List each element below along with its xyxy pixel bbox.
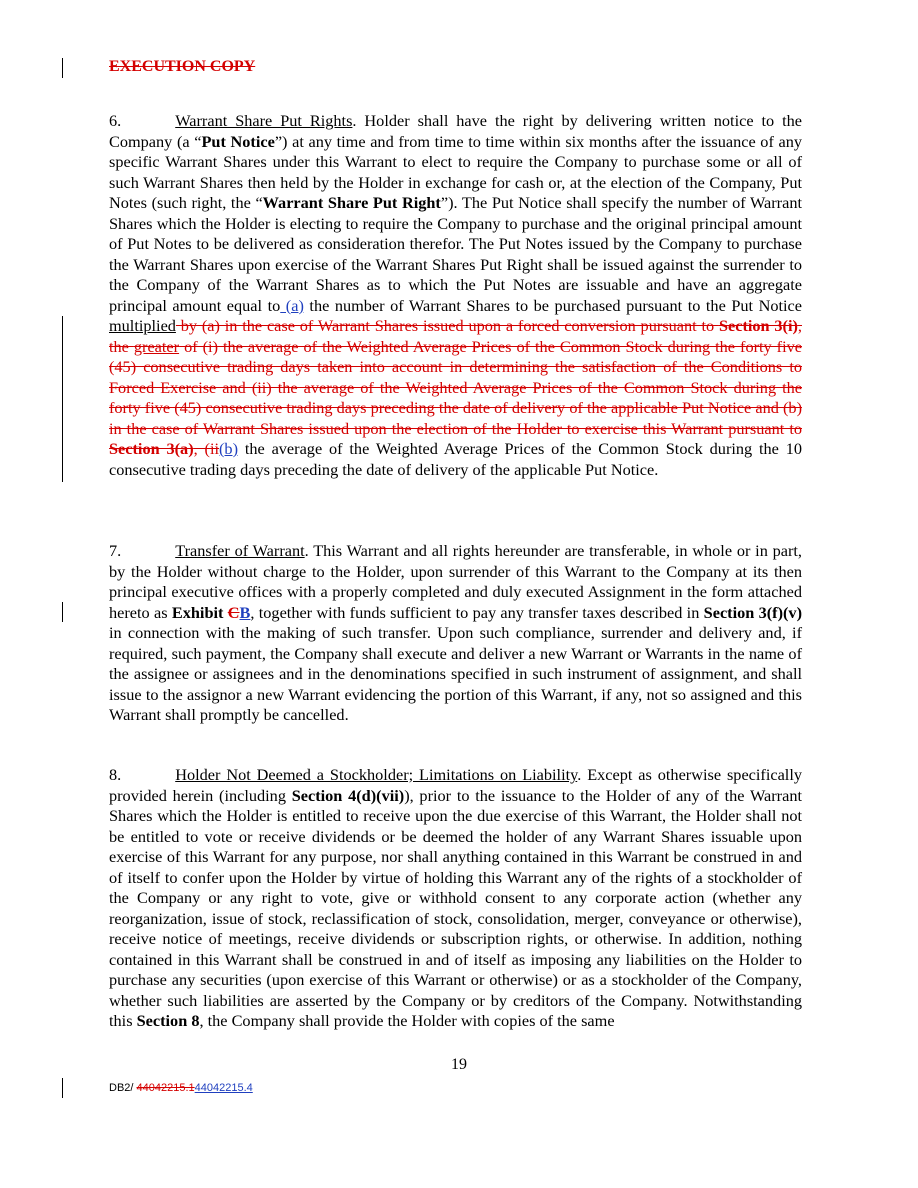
section-number: 8. xyxy=(109,765,122,784)
section-6-paragraph: 6. Warrant Share Put Rights. Holder shall have the right by delivering written notice to the Company (a “Put Notice”) at any time and from time to time within six months after the issuance of any specific Warrant Shares under this Warrant to elect to require the Company to purchase some or all of such Warrant Shares then held by the Holder in exchange for cash or, at the election of the Company, Put Notes (such right, the “Warrant Share Put Right”). The Put Notice shall specify the number of Warrant Shares which the Holder is electing to require the Company to purchase and the original principal amount of Put Notes to be delivered as consideration therefor. The Put Notes issued by the Company to purchase the Warrant Shares upon exercise of the Warrant Shares Put Right shall be issued against the surrender to the Company of the Warrant Shares as to which the Put Notes are issuable and have an aggregate principal amount equal to (a) the number of Warrant Shares to be purchased pursuant to the Put Notice multiplied by (a) in the case of Warrant Shares issued upon a forced conversion pursuant to Section 3(i), the greater of (i) the average of the Weighted Average Prices of the Common Stock during the forty five (45) consecutive trading days taken into account in determining the satisfaction of the Conditions to Forced Exercise and (ii) the average of the Weighted Average Prices of the Common Stock during the forty five (45) consecutive trading days preceding the date of delivery of the applicable Put Notice and (b) in the case of Warrant Shares issued upon the election of the Holder to exercise this Warrant pursuant to Section 3(a), (ii(b) the average of the Weighted Average Prices of the Common Stock during the 10 consecutive trading days preceding the date of delivery of the applicable Put Notice. xyxy=(109,111,803,479)
deleted-text: greater xyxy=(133,336,180,356)
inserted-text: (b) xyxy=(219,439,238,458)
section-heading: Warrant Share Put Rights xyxy=(175,111,353,130)
deleted-text: Section 3(i) xyxy=(718,316,798,335)
section-7-paragraph: 7. Transfer of Warrant. This Warrant and all rights hereunder are transferable, in whole or in part, by the Holder without charge to the Holder, upon surrender of this Warrant to the Company at its then principal executive offices with a properly completed and duly executed Assignment in the form attached hereto as Exhibit CB, together with funds sufficient to pay any transfer taxes described in Section 3(f)(v) in connection with the making of such transfer. Upon such compliance, surrender and delivery and, if required, such payment, the Company shall execute and deliver a new Warrant or Warrants in the name of the assignee or assignees and in the denominations specified in such instrument of assignment, and shall issue to the assignor a new Warrant evidencing the portion of this Warrant, if any, not so assigned and this Warrant shall promptly be cancelled. xyxy=(109,541,802,724)
section-reference: Section 8 xyxy=(136,1011,200,1030)
section-number: 6. xyxy=(109,111,122,130)
deleted-text: C xyxy=(227,602,240,622)
deleted-text: , (ii xyxy=(193,439,220,458)
execution-copy-header: EXECUTION COPY xyxy=(109,58,256,75)
defined-term: Put Notice xyxy=(201,131,275,151)
section-8-paragraph: 8. Holder Not Deemed a Stockholder; Limitations on Liability. Except as otherwise specifically provided herein (including Section 4(d)(vii)), prior to the issuance to the Holder of any of the Warrant Shares which the Holder is entitled to receive upon the due exercise of this Warrant, the Holder shall not be entitled to vote or receive dividends or be deemed the holder of any Warrant Shares issuable upon exercise of this Warrant for any purpose, nor shall anything contained in this Warrant be construed in and of itself to confer upon the Holder by virtue of holding this Warrant any of the rights of a stockholder of the Company or any right to vote, give or withhold consent to any corporate action (whether any reorganization, issue of stock, reclassification of stock, consolidation, merger, conveyance or otherwise), receive notice of meetings, receive dividends or subscription rights, or otherwise. In addition, nothing contained in this Warrant shall be construed in and of itself as imposing any liabilities on the Holder to purchase any securities (upon exercise of this Warrant or otherwise) or as a stockholder of the Company, whether such liabilities are asserted by the Company or by creditors of the Company. Notwithstanding this Section 8, the Company shall provide the Holder with copies of the same xyxy=(109,765,802,1030)
change-bar xyxy=(62,1078,63,1098)
deleted-text: , the xyxy=(109,316,802,356)
section-heading: Holder Not Deemed a Stockholder; Limitations on Liability xyxy=(175,765,578,784)
defined-term: Warrant Share Put Right xyxy=(262,193,441,212)
page-number: 19 xyxy=(451,1056,467,1073)
change-bar xyxy=(62,58,63,78)
section-reference: Section 4(d)(vii) xyxy=(291,785,405,805)
deleted-text: 44042215.1 xyxy=(136,1082,195,1094)
section-heading: Transfer of Warrant xyxy=(175,541,305,560)
inserted-text: 44042215.4 xyxy=(194,1082,253,1094)
deleted-text: by (a) in the case of Warrant Shares issued upon a forced conversion pursuant to xyxy=(175,316,719,335)
change-bar xyxy=(62,316,63,482)
document-id-footer: DB2/ 44042215.144042215.4 xyxy=(109,1082,253,1094)
inserted-text: B xyxy=(239,602,251,622)
deleted-text: of (i) the average of the Weighted Average Prices of the Common Stock during the forty five (45) consecutive trading days taken into account in determining the satisfaction of the Conditions to Forced Exercise and (ii) the average of the Weighted Average Prices of the Common Stock during the forty five (45) consecutive trading days preceding the date of delivery of the applicable Put Notice and (b) in the case of Warrant Shares issued upon the election of the Holder to exercise this Warrant pursuant to xyxy=(109,336,802,438)
section-reference: Section 3(f)(v) xyxy=(703,602,802,622)
change-bar xyxy=(62,602,63,622)
section-number: 7. xyxy=(109,541,122,560)
inserted-text: (a) xyxy=(280,295,304,315)
deleted-text: Section 3(a) xyxy=(109,439,194,458)
